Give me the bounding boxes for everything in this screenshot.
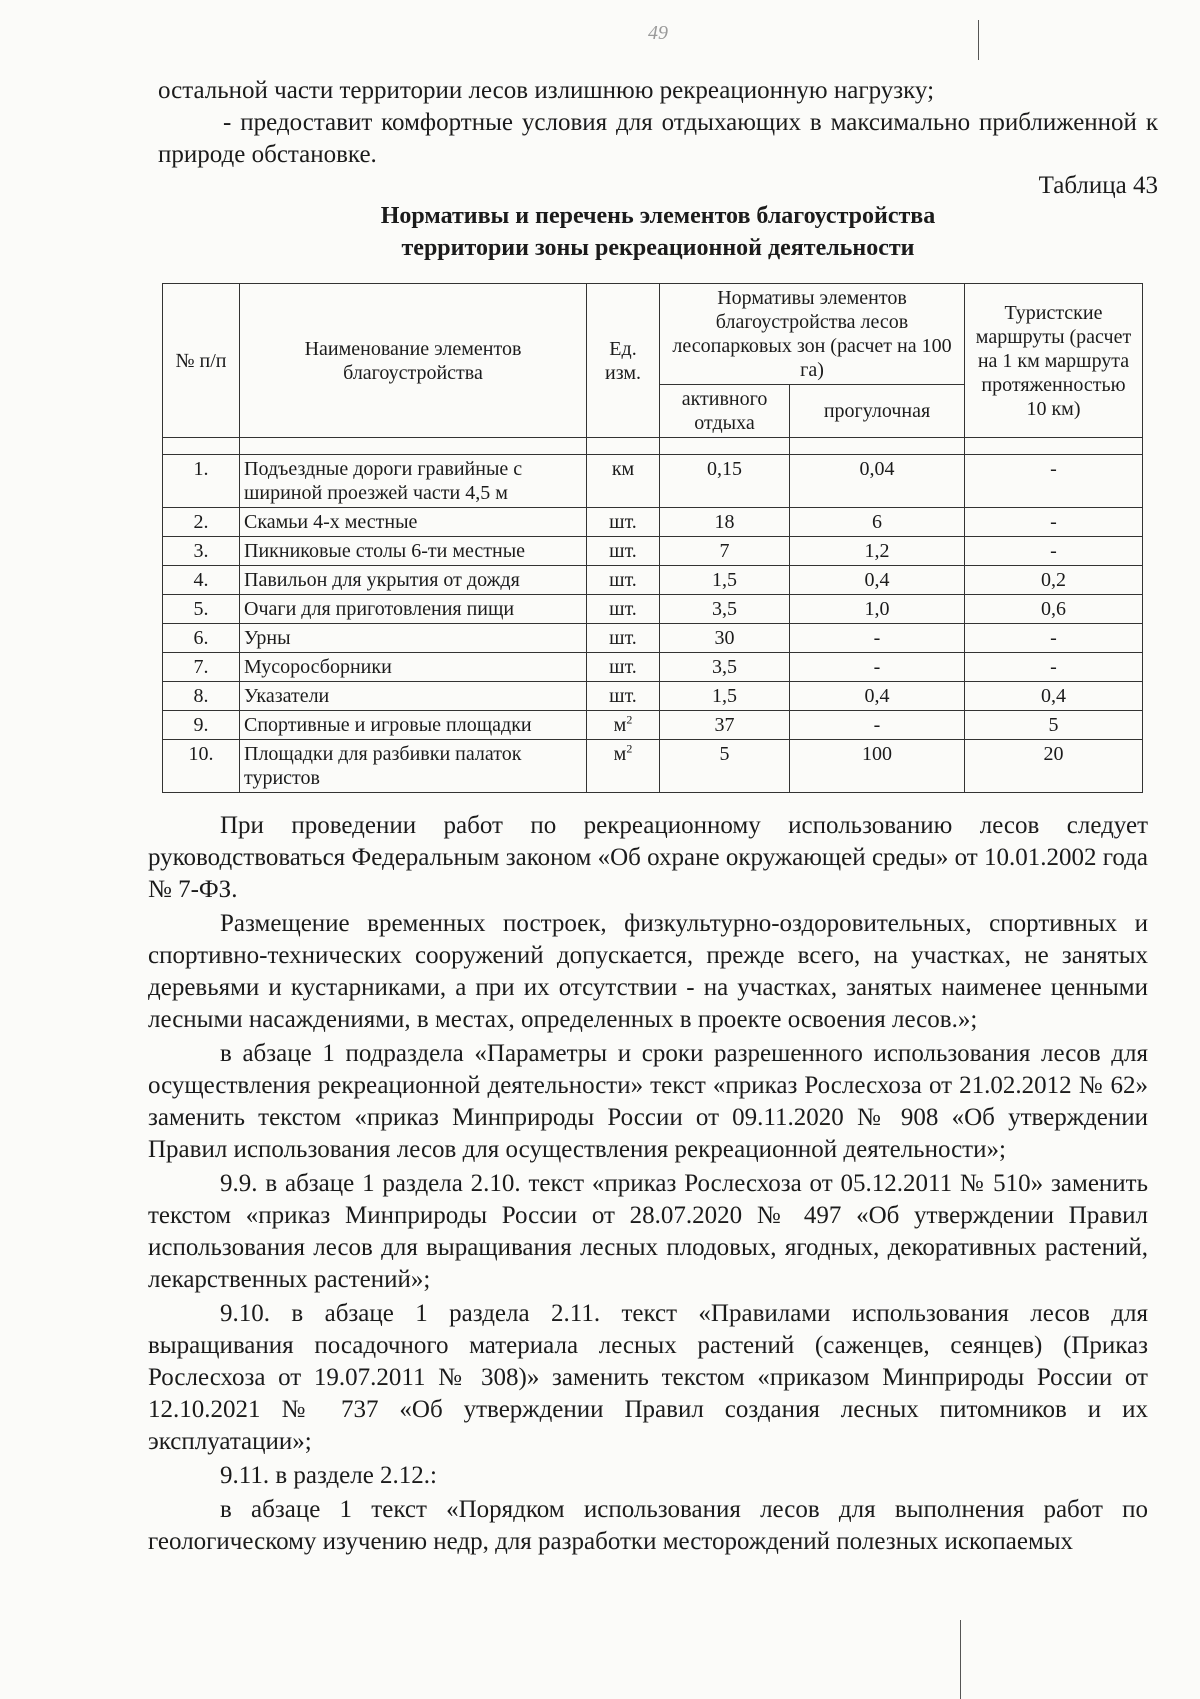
cell-active: 37: [660, 711, 790, 740]
body-text: [148, 810, 1148, 1560]
cell-name: Урны: [240, 624, 587, 653]
cell-unit: шт.: [587, 537, 660, 566]
cell-active: 5: [660, 740, 790, 793]
cell-active: 30: [660, 624, 790, 653]
cell-unit: шт.: [587, 682, 660, 711]
table-title: [158, 200, 1158, 264]
table-title-line-2: территории зоны рекреационной деятельности: [401, 235, 915, 261]
cell-name: Подъездные дороги гравийные с шириной проезжей части 4,5 м: [240, 455, 587, 508]
table-row: [163, 595, 1143, 624]
cell-active: 1,5: [660, 566, 790, 595]
cell-unit: шт.: [587, 595, 660, 624]
cell-num: 10.: [163, 740, 240, 793]
cell-unit: шт.: [587, 508, 660, 537]
cell-num: 1.: [163, 455, 240, 508]
cell-routes: 0,6: [965, 595, 1143, 624]
scan-line-top: [978, 20, 979, 60]
header-routes: Туристские маршруты (расчет на 1 км маршрута протяженностью 10 км): [965, 284, 1143, 438]
cell-walking: 0,4: [790, 682, 965, 711]
unit-superscript: 2: [626, 712, 633, 727]
cell-num: 6.: [163, 624, 240, 653]
cell-routes: -: [965, 455, 1143, 508]
unit-text: м: [613, 714, 627, 736]
cell-num: 7.: [163, 653, 240, 682]
unit-text: м: [613, 743, 627, 765]
cell-walking: 1,2: [790, 537, 965, 566]
table-row: [163, 740, 1143, 793]
scan-line-bottom: [960, 1620, 961, 1699]
cell-unit: шт.: [587, 566, 660, 595]
cell-name: Павильон для укрытия от дождя: [240, 566, 587, 595]
cell-name: Пикниковые столы 6-ти местные: [240, 537, 587, 566]
cell-walking: 1,0: [790, 595, 965, 624]
table-row: [163, 508, 1143, 537]
paragraph-temporary-buildings: Размещение временных построек, физкультурно-оздоровительных, спортивных и спортивно-технических сооружений допускается, прежде всего, на участках, не занятых деревьями и кустарниками, а при их отсутствии - на участках, занятых наименее ценными лесными насаждениями, в местах, определенных в проекте освоения лесов.»;: [148, 910, 1148, 1033]
cell-num: 5.: [163, 595, 240, 624]
cell-walking: 100: [790, 740, 965, 793]
table-row: [163, 711, 1143, 740]
cell-routes: -: [965, 653, 1143, 682]
cell-active: 1,5: [660, 682, 790, 711]
paragraph-9-9: 9.9. в абзаце 1 раздела 2.10. текст «приказ Рослесхоза от 05.12.2011 № 510» заменить текстом «приказ Минприроды России от 28.07.2020 № 497 «Об утверждении Правил использования лесов для выращивания лесных плодовых, ягодных, декоративных растений, лекарственных растений»;: [148, 1170, 1148, 1293]
cell-unit: [587, 711, 660, 740]
norms-table: [162, 283, 1143, 793]
cell-num: 8.: [163, 682, 240, 711]
table-row: [163, 653, 1143, 682]
cell-active: 3,5: [660, 595, 790, 624]
cell-unit: шт.: [587, 624, 660, 653]
intro-line-1: остальной части территории лесов излишнюю рекреационную нагрузку;: [158, 77, 935, 104]
cell-walking: 6: [790, 508, 965, 537]
cell-name: Указатели: [240, 682, 587, 711]
header-walking: прогулочная: [790, 385, 965, 438]
cell-routes: 20: [965, 740, 1143, 793]
cell-walking: -: [790, 653, 965, 682]
cell-walking: -: [790, 624, 965, 653]
cell-walking: 0,04: [790, 455, 965, 508]
paragraph-9-10: 9.10. в абзаце 1 раздела 2.11. текст «Правилами использования лесов для выращивания посадочного материала лесных растений (саженцев, сеянцев) (Приказ Рослесхоза от 19.07.2011 № 308)» заменить текстом «приказом Минприроды России от 12.10.2021 № 737 «Об утверждении Правил создания лесных питомников и их эксплуатации»;: [148, 1300, 1148, 1455]
cell-routes: 5: [965, 711, 1143, 740]
page-number: 49: [648, 22, 668, 44]
cell-num: 3.: [163, 537, 240, 566]
cell-num: 4.: [163, 566, 240, 595]
cell-routes: 0,2: [965, 566, 1143, 595]
cell-active: 18: [660, 508, 790, 537]
header-num: № п/п: [163, 284, 240, 438]
paragraph-recreation-parameters: в абзаце 1 подраздела «Параметры и сроки разрешенного использования лесов для осуществления рекреационной деятельности» текст «приказ Рослесхоза от 21.02.2012 № 62» заменить текстом «приказ Минприроды России от 09.11.2020 № 908 «Об утверждении Правил использования лесов для осуществления рекреационной деятельности»;: [148, 1040, 1148, 1163]
cell-routes: -: [965, 624, 1143, 653]
header-active: активного отдыха: [660, 385, 790, 438]
cell-unit: шт.: [587, 653, 660, 682]
cell-routes: -: [965, 508, 1143, 537]
cell-unit: [587, 740, 660, 793]
cell-active: 0,15: [660, 455, 790, 508]
paragraph-9-11: 9.11. в разделе 2.12.:: [220, 1462, 437, 1489]
cell-walking: -: [790, 711, 965, 740]
cell-name: Мусоросборники: [240, 653, 587, 682]
cell-routes: 0,4: [965, 682, 1143, 711]
cell-num: 9.: [163, 711, 240, 740]
cell-active: 7: [660, 537, 790, 566]
cell-num: 2.: [163, 508, 240, 537]
header-unit: Ед. изм.: [587, 284, 660, 438]
header-name: Наименование элементов благоустройства: [240, 284, 587, 438]
table-title-line-1: Нормативы и перечень элементов благоустройства: [380, 203, 936, 229]
cell-name: Очаги для приготовления пищи: [240, 595, 587, 624]
cell-walking: 0,4: [790, 566, 965, 595]
cell-active: 3,5: [660, 653, 790, 682]
header-norms-group: Нормативы элементов благоустройства лесов лесопарковых зон (расчет на 100 га): [660, 284, 965, 385]
table-row: [163, 537, 1143, 566]
unit-superscript: 2: [626, 741, 633, 756]
paragraph-geology: в абзаце 1 текст «Порядком использования лесов для выполнения работ по геологическому изучению недр, для разработки месторождений полезных ископаемых: [148, 1496, 1148, 1555]
cell-name: Спортивные и игровые площадки: [240, 711, 587, 740]
cell-routes: -: [965, 537, 1143, 566]
table-row: [163, 455, 1143, 508]
paragraph-legal-basis: При проведении работ по рекреационному использованию лесов следует руководствоваться Федеральным законом «Об охране окружающей среды» от 10.01.2002 года № 7-ФЗ.: [148, 812, 1148, 903]
spacer-row: [163, 438, 1143, 455]
table-row: [163, 682, 1143, 711]
table-label: Таблица 43: [1038, 172, 1158, 199]
cell-unit: км: [587, 455, 660, 508]
cell-name: Скамьи 4-х местные: [240, 508, 587, 537]
cell-name: Площадки для разбивки палаток туристов: [240, 740, 587, 793]
intro-line-2: - предоставит комфортные условия для отдыхающих в максимально приближенной к природе обстановке.: [158, 109, 1158, 168]
table-row: [163, 566, 1143, 595]
table-row: [163, 624, 1143, 653]
